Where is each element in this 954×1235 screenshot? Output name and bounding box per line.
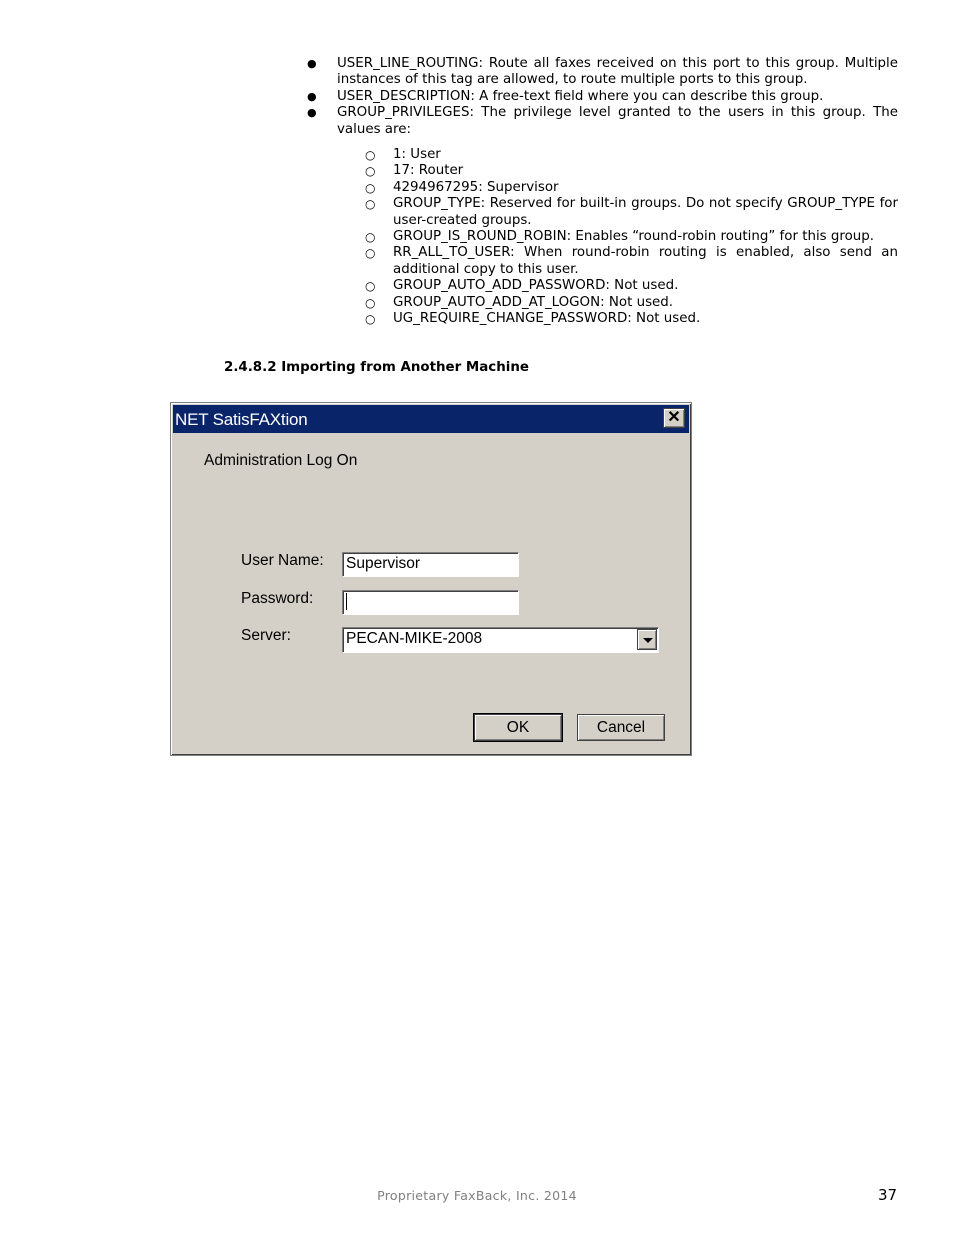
server-value: PECAN-MIKE-2008: [346, 630, 483, 647]
circle-bullet-icon: ○: [365, 295, 376, 310]
sub-item-text: GROUP_TYPE: Reserved for built-in groups. Do not specify GROUP_TYPE for user-created groups.: [393, 196, 898, 228]
chevron-down-icon[interactable]: [637, 629, 657, 650]
sub-item: [365, 311, 898, 327]
circle-bullet-icon: ○: [365, 148, 376, 162]
sub-item-text: RR_ALL_TO_USER: When round-robin routing is enabled, also send an additional copy to this user.: [393, 245, 898, 277]
sub-item-text: GROUP_AUTO_ADD_AT_LOGON: Not used.: [393, 294, 674, 310]
sub-item-text: 1: User: [393, 147, 441, 162]
circle-bullet-icon: ○: [365, 230, 376, 245]
username-input[interactable]: Supervisor: [342, 552, 519, 577]
bullet-item: [307, 56, 898, 89]
ok-button[interactable]: OK: [474, 714, 562, 741]
bullet-dot-icon: ●: [307, 106, 317, 120]
bullet-item: [307, 105, 898, 138]
sub-item-text: GROUP_AUTO_ADD_PASSWORD: Not used.: [393, 278, 679, 294]
section-heading: 2.4.8.2 Importing from Another Machine: [224, 360, 529, 375]
sub-item: [365, 147, 898, 163]
password-input[interactable]: [342, 590, 519, 615]
circle-bullet-icon: ○: [365, 246, 376, 261]
bullet-text: USER_LINE_ROUTING: Route all faxes received on this port to this group. Multiple instances of this tag are allowed, to route multiple ports to this group.: [337, 56, 898, 88]
sub-item-text: 17: Router: [393, 163, 464, 179]
bullet-dot-icon: ●: [307, 57, 317, 70]
dialog-title: NET SatisFAXtion: [175, 410, 308, 429]
server-label: Server:: [241, 627, 291, 644]
bullet-text: GROUP_PRIVILEGES: The privilege level granted to the users in this group. The values are:: [337, 105, 898, 137]
sub-item: [365, 163, 898, 179]
page-number: 37: [878, 1186, 898, 1204]
circle-bullet-icon: ○: [365, 279, 376, 294]
sub-item: [365, 196, 898, 229]
bullet-item: [307, 89, 898, 105]
bullet-dot-icon: ●: [307, 89, 317, 103]
sub-item: [365, 278, 898, 294]
bullet-list: [307, 56, 898, 138]
sub-list: [365, 147, 898, 327]
password-label: Password:: [241, 590, 314, 607]
close-icon[interactable]: ✕: [663, 408, 685, 428]
login-dialog: [170, 402, 692, 756]
sub-item: [365, 229, 898, 245]
circle-bullet-icon: ○: [365, 312, 376, 327]
sub-item-text: GROUP_IS_ROUND_ROBIN: Enables “round-robin routing” for this group.: [393, 229, 875, 245]
page-footer: Proprietary FaxBack, Inc. 2014: [377, 1188, 577, 1203]
bullet-text: USER_DESCRIPTION: A free-text field where you can describe this group.: [337, 88, 824, 104]
dialog-titlebar[interactable]: [173, 405, 689, 433]
circle-bullet-icon: ○: [365, 197, 376, 212]
sub-item-text: 4294967295: Supervisor: [393, 179, 559, 195]
sub-item-text: UG_REQUIRE_CHANGE_PASSWORD: Not used.: [393, 311, 701, 327]
sub-item: [365, 245, 898, 278]
sub-item: [365, 180, 898, 196]
username-label: User Name:: [241, 552, 324, 569]
dialog-subtitle: Administration Log On: [204, 452, 358, 469]
server-select[interactable]: [342, 627, 659, 653]
cancel-button[interactable]: Cancel: [577, 714, 665, 741]
circle-bullet-icon: ○: [365, 164, 376, 179]
sub-item: [365, 295, 898, 311]
text-caret: [346, 593, 347, 610]
circle-bullet-icon: ○: [365, 180, 376, 195]
